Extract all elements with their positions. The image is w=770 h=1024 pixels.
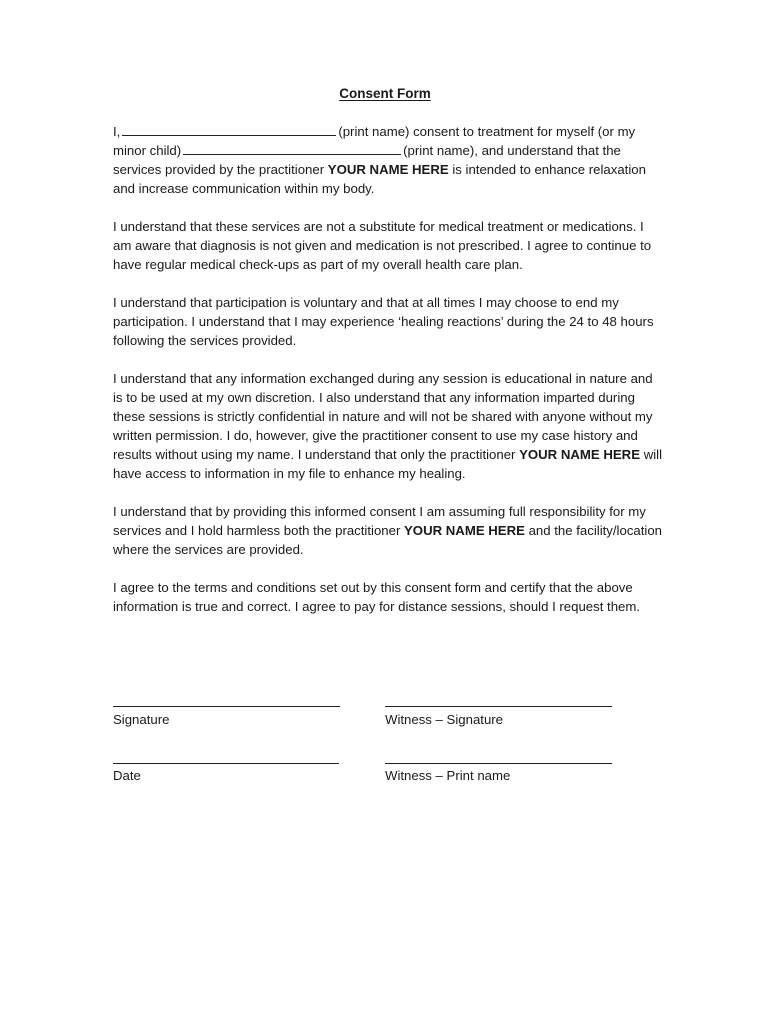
witness-signature-label: Witness – Signature <box>385 712 504 727</box>
signature-line[interactable] <box>113 706 340 707</box>
intro-text-3: is intended to enhance relaxation and increase communication within my body. <box>113 162 646 196</box>
witness-print-name-label: Witness – Print name <box>385 768 511 783</box>
practitioner-name-placeholder: YOUR NAME HERE <box>519 447 641 462</box>
date-line[interactable] <box>113 763 339 764</box>
practitioner-name-placeholder: YOUR NAME HERE <box>327 162 449 177</box>
form-body <box>113 122 663 635</box>
page-title: Consent Form <box>339 86 431 101</box>
confidentiality-text: I understand that any information exchanged during any session is educational in nature and is to be used at my own discretion. I also understand that any information imparted during these sessions is strictly confidential in nature and will not be shared with anyone without my written permission. I do, however, give the practitioner consent to use my case history and results without using my name. I understand that only the practitioner <box>113 371 653 462</box>
client-name-blank[interactable] <box>122 122 336 136</box>
intro-paragraph <box>113 122 663 198</box>
intro-start: I, <box>113 124 121 139</box>
intro-text-2: (print name), and understand that the services provided by the practitioner <box>113 143 621 177</box>
responsibility-paragraph <box>113 502 663 559</box>
responsibility-end: and the facility/location where the services are provided. <box>113 523 663 557</box>
witness-print-name-line[interactable] <box>385 763 612 764</box>
agreement-paragraph: I agree to the terms and conditions set out by this consent form and certify that the above information is true and correct. I agree to pay for distance sessions, should I request them. <box>113 580 641 614</box>
intro-text-1: (print name) consent to treatment for myself (or my minor child) <box>113 124 636 158</box>
responsibility-text: I understand that by providing this informed consent I am assuming full responsibility for my services and I hold harmless both the practitioner <box>113 504 646 538</box>
signature-label: Signature <box>113 712 170 727</box>
confidentiality-end: will have access to information in my file to enhance my healing. <box>113 447 663 481</box>
medical-disclaimer-paragraph: I understand that these services are not a substitute for medical treatment or medications. I am aware that diagnosis is not given and medication is not prescribed. I agree to continue to have regular medical check-ups as part of my overall health care plan. <box>113 219 652 272</box>
date-label: Date <box>113 768 141 783</box>
witness-signature-line[interactable] <box>385 706 612 707</box>
confidentiality-paragraph <box>113 369 663 483</box>
practitioner-name-placeholder: YOUR NAME HERE <box>404 523 525 538</box>
participation-paragraph: I understand that participation is voluntary and that at all times I may choose to end my participation. I understand that I may experience ‘healing reactions’ during the 24 to 48 hours following the services provided. <box>113 295 654 348</box>
minor-child-name-blank[interactable] <box>183 141 401 155</box>
